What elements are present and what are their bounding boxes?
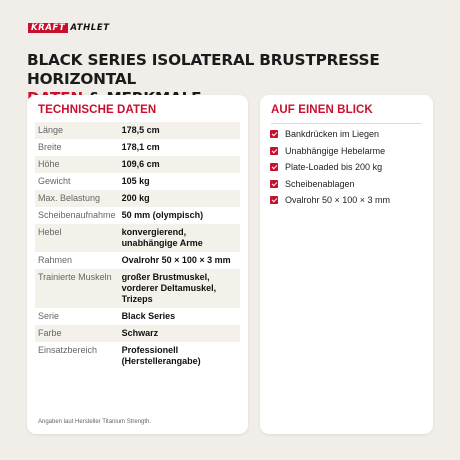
- feature-label: Bankdrücken im Liegen: [285, 129, 380, 140]
- spec-label: Breite: [38, 142, 62, 152]
- spec-label: Gewicht: [38, 176, 71, 186]
- spec-label: Länge: [35, 122, 119, 139]
- spec-row: [35, 156, 240, 173]
- spec-label: Scheibenaufnahme: [38, 210, 116, 220]
- checkbox-checked-icon: [270, 163, 278, 171]
- feature-label: Unabhängige Hebelarme: [285, 145, 386, 156]
- spec-row: [35, 308, 240, 325]
- spec-row: [35, 139, 240, 156]
- spec-label: Rahmen: [38, 255, 73, 265]
- spec-label: Max. Belastung: [35, 190, 119, 207]
- checkbox-checked-icon: [270, 196, 278, 204]
- spec-value: 178,5 cm: [119, 122, 240, 139]
- spec-table: [35, 122, 240, 370]
- spec-value: Ovalrohr 50 × 100 × 3 mm: [121, 255, 231, 265]
- spec-label: Höhe: [35, 156, 119, 173]
- spec-row: [35, 173, 240, 190]
- checkbox-checked-icon: [270, 180, 278, 188]
- spec-value: Black Series: [121, 311, 176, 321]
- checkbox-checked-icon: [270, 130, 278, 138]
- spec-value: 105 kg: [121, 176, 150, 186]
- spec-row: [35, 122, 240, 139]
- tech-data-heading: TECHNISCHE DATEN: [38, 104, 157, 116]
- spec-value: Professionell (Herstellerangabe): [121, 345, 201, 366]
- spec-row: [35, 342, 240, 370]
- spec-row: [35, 325, 240, 342]
- brand-logo: [28, 23, 112, 33]
- spec-value: 200 kg: [119, 190, 240, 207]
- spec-value: großer Brustmuskel, vorderer Deltamuskel, Trizeps: [119, 269, 240, 308]
- spec-value: 50 mm (olympisch): [121, 210, 204, 220]
- feature-item: [270, 192, 390, 209]
- brand-logo-part1: KRAFT: [28, 23, 68, 33]
- spec-row: [35, 190, 240, 207]
- feature-label: Scheibenablagen: [285, 178, 355, 189]
- spec-value: 178,1 cm: [121, 142, 160, 152]
- title-line1: BLACK SERIES ISOLATERAL BRUSTPRESSE HORIZONTAL: [27, 51, 380, 88]
- spec-value: Schwarz: [119, 325, 240, 342]
- feature-item: [270, 143, 390, 160]
- feature-list: [270, 126, 390, 209]
- glance-card: [260, 95, 433, 434]
- spec-value: konvergierend, unabhängige Arme: [119, 224, 240, 252]
- spec-row: [35, 269, 240, 308]
- spec-row: [35, 252, 240, 269]
- spec-label: Einsatzbereich: [38, 345, 98, 355]
- tech-data-card: [27, 95, 248, 434]
- heading-divider: [271, 123, 422, 124]
- feature-item: [270, 176, 390, 193]
- feature-item: [270, 159, 390, 176]
- spec-row: [35, 224, 240, 252]
- spec-label: Trainierte Muskeln: [35, 269, 119, 308]
- spec-label: Farbe: [35, 325, 119, 342]
- checkbox-checked-icon: [270, 147, 278, 155]
- feature-label: Ovalrohr 50 × 100 × 3 mm: [285, 195, 391, 206]
- feature-label: Plate-Loaded bis 200 kg: [285, 162, 383, 173]
- spec-value: 109,6 cm: [119, 156, 240, 173]
- spec-row: [35, 207, 240, 224]
- spec-label: Hebel: [35, 224, 119, 252]
- footnote: Angaben laut Hersteller Titanium Strength.: [38, 419, 152, 425]
- brand-logo-part2: ATHLET: [70, 23, 110, 33]
- spec-label: Serie: [38, 311, 60, 321]
- glance-heading: AUF EINEN BLICK: [271, 104, 373, 116]
- feature-item: [270, 126, 390, 143]
